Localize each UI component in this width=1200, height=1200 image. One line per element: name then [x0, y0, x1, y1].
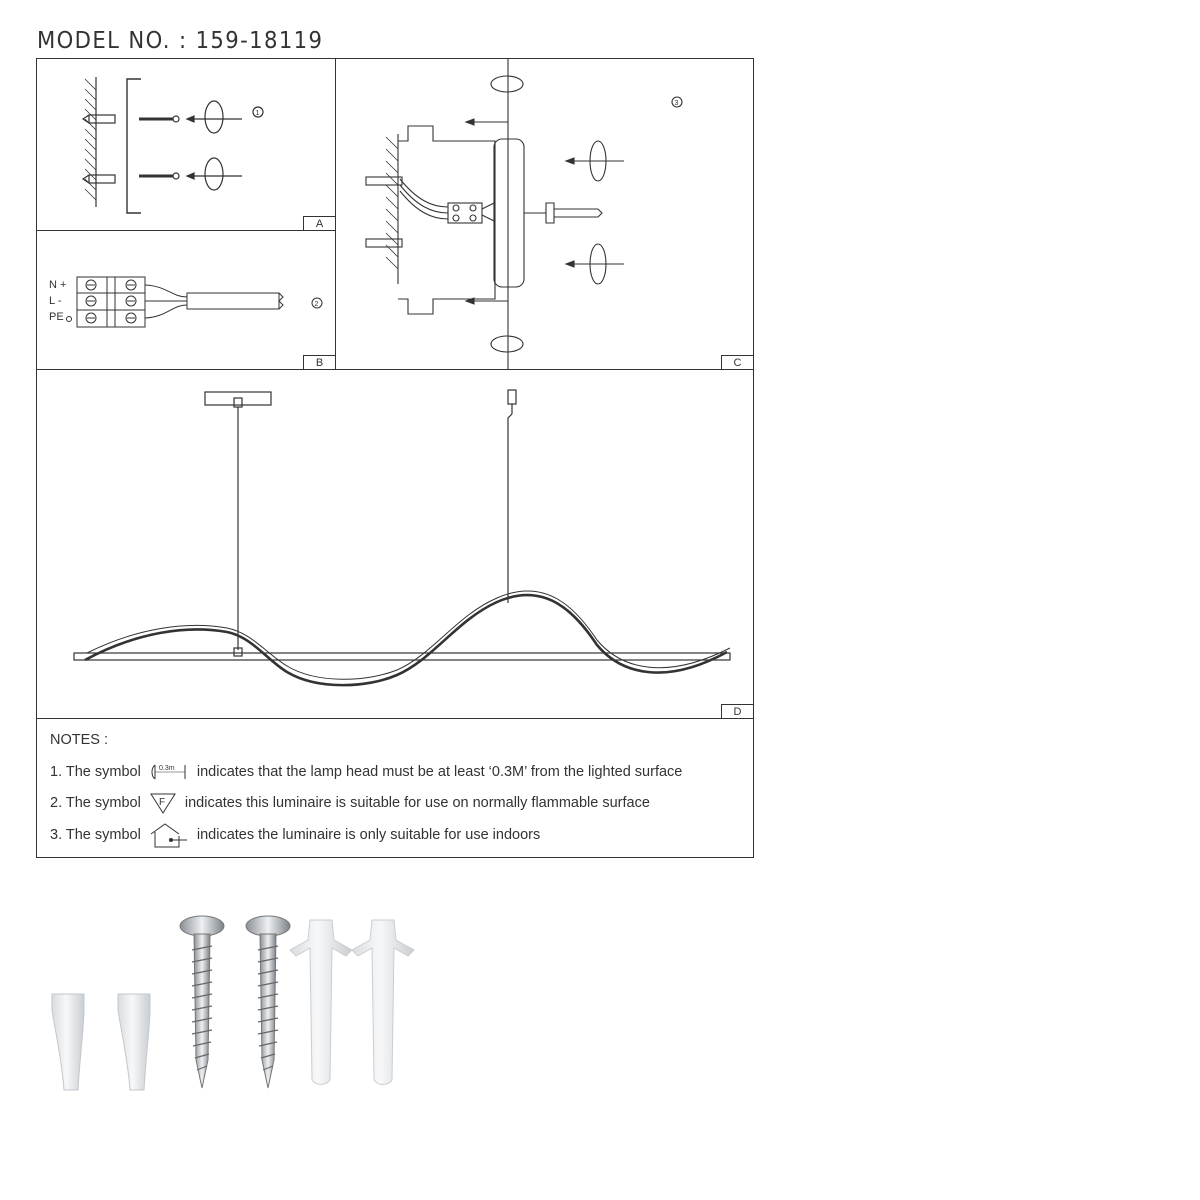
terminal-label-l: L - [49, 295, 62, 307]
panel-c [335, 58, 754, 370]
indoor-use-house-icon [149, 822, 189, 848]
screw-2 [246, 916, 290, 1088]
canopy-wiring-diagram [336, 59, 753, 369]
panel-label-b: B [303, 355, 336, 370]
note-2-text: indicates this luminaire is suitable for use on normally flammable surface [184, 794, 650, 811]
wall-plug-1 [290, 920, 352, 1085]
notes-section [36, 718, 754, 858]
instruction-sheet [36, 58, 754, 858]
bracket-mount-diagram [37, 59, 335, 230]
panel-d [36, 369, 754, 719]
pendant-lamp-drawing [37, 370, 753, 718]
model-number: MODEL NO. : 159-18119 [37, 28, 324, 54]
note-2-prefix: 2. The symbol [50, 794, 141, 811]
note-1 [50, 762, 682, 782]
terminal-block-diagram [37, 231, 335, 369]
note-2 [50, 792, 650, 814]
terminal-label-n: N + [49, 279, 67, 291]
wire-connector-1 [52, 994, 84, 1090]
svg-text:2: 2 [314, 301, 319, 308]
panel-a [36, 58, 336, 231]
note-3-text: indicates the luminaire is only suitable for use indoors [196, 826, 541, 843]
note-3-prefix: 3. The symbol [50, 826, 141, 843]
note-1-text: indicates that the lamp head must be at least ‘0.3M’ from the lighted surface [196, 763, 683, 780]
note-1-prefix: 1. The symbol [50, 763, 141, 780]
wall-plug-2 [352, 920, 414, 1085]
distance-symbol-icon [149, 762, 189, 782]
panel-label-a: A [303, 216, 336, 231]
flammable-symbol-label: F [158, 797, 165, 808]
svg-text:3: 3 [674, 100, 679, 107]
panel-label-c: C [721, 355, 754, 370]
wire-connector-2 [118, 994, 150, 1090]
flammable-surface-icon [149, 792, 177, 814]
panel-label-d: D [721, 704, 754, 719]
panel-b [36, 230, 336, 370]
note-3 [50, 822, 540, 848]
terminal-label-pe: PE [49, 311, 64, 323]
svg-text:1: 1 [255, 110, 260, 117]
distance-symbol-label: 0.3m [158, 765, 175, 772]
screw-1 [180, 916, 224, 1088]
accessories-photo [40, 900, 440, 1100]
notes-title: NOTES : [50, 732, 109, 748]
